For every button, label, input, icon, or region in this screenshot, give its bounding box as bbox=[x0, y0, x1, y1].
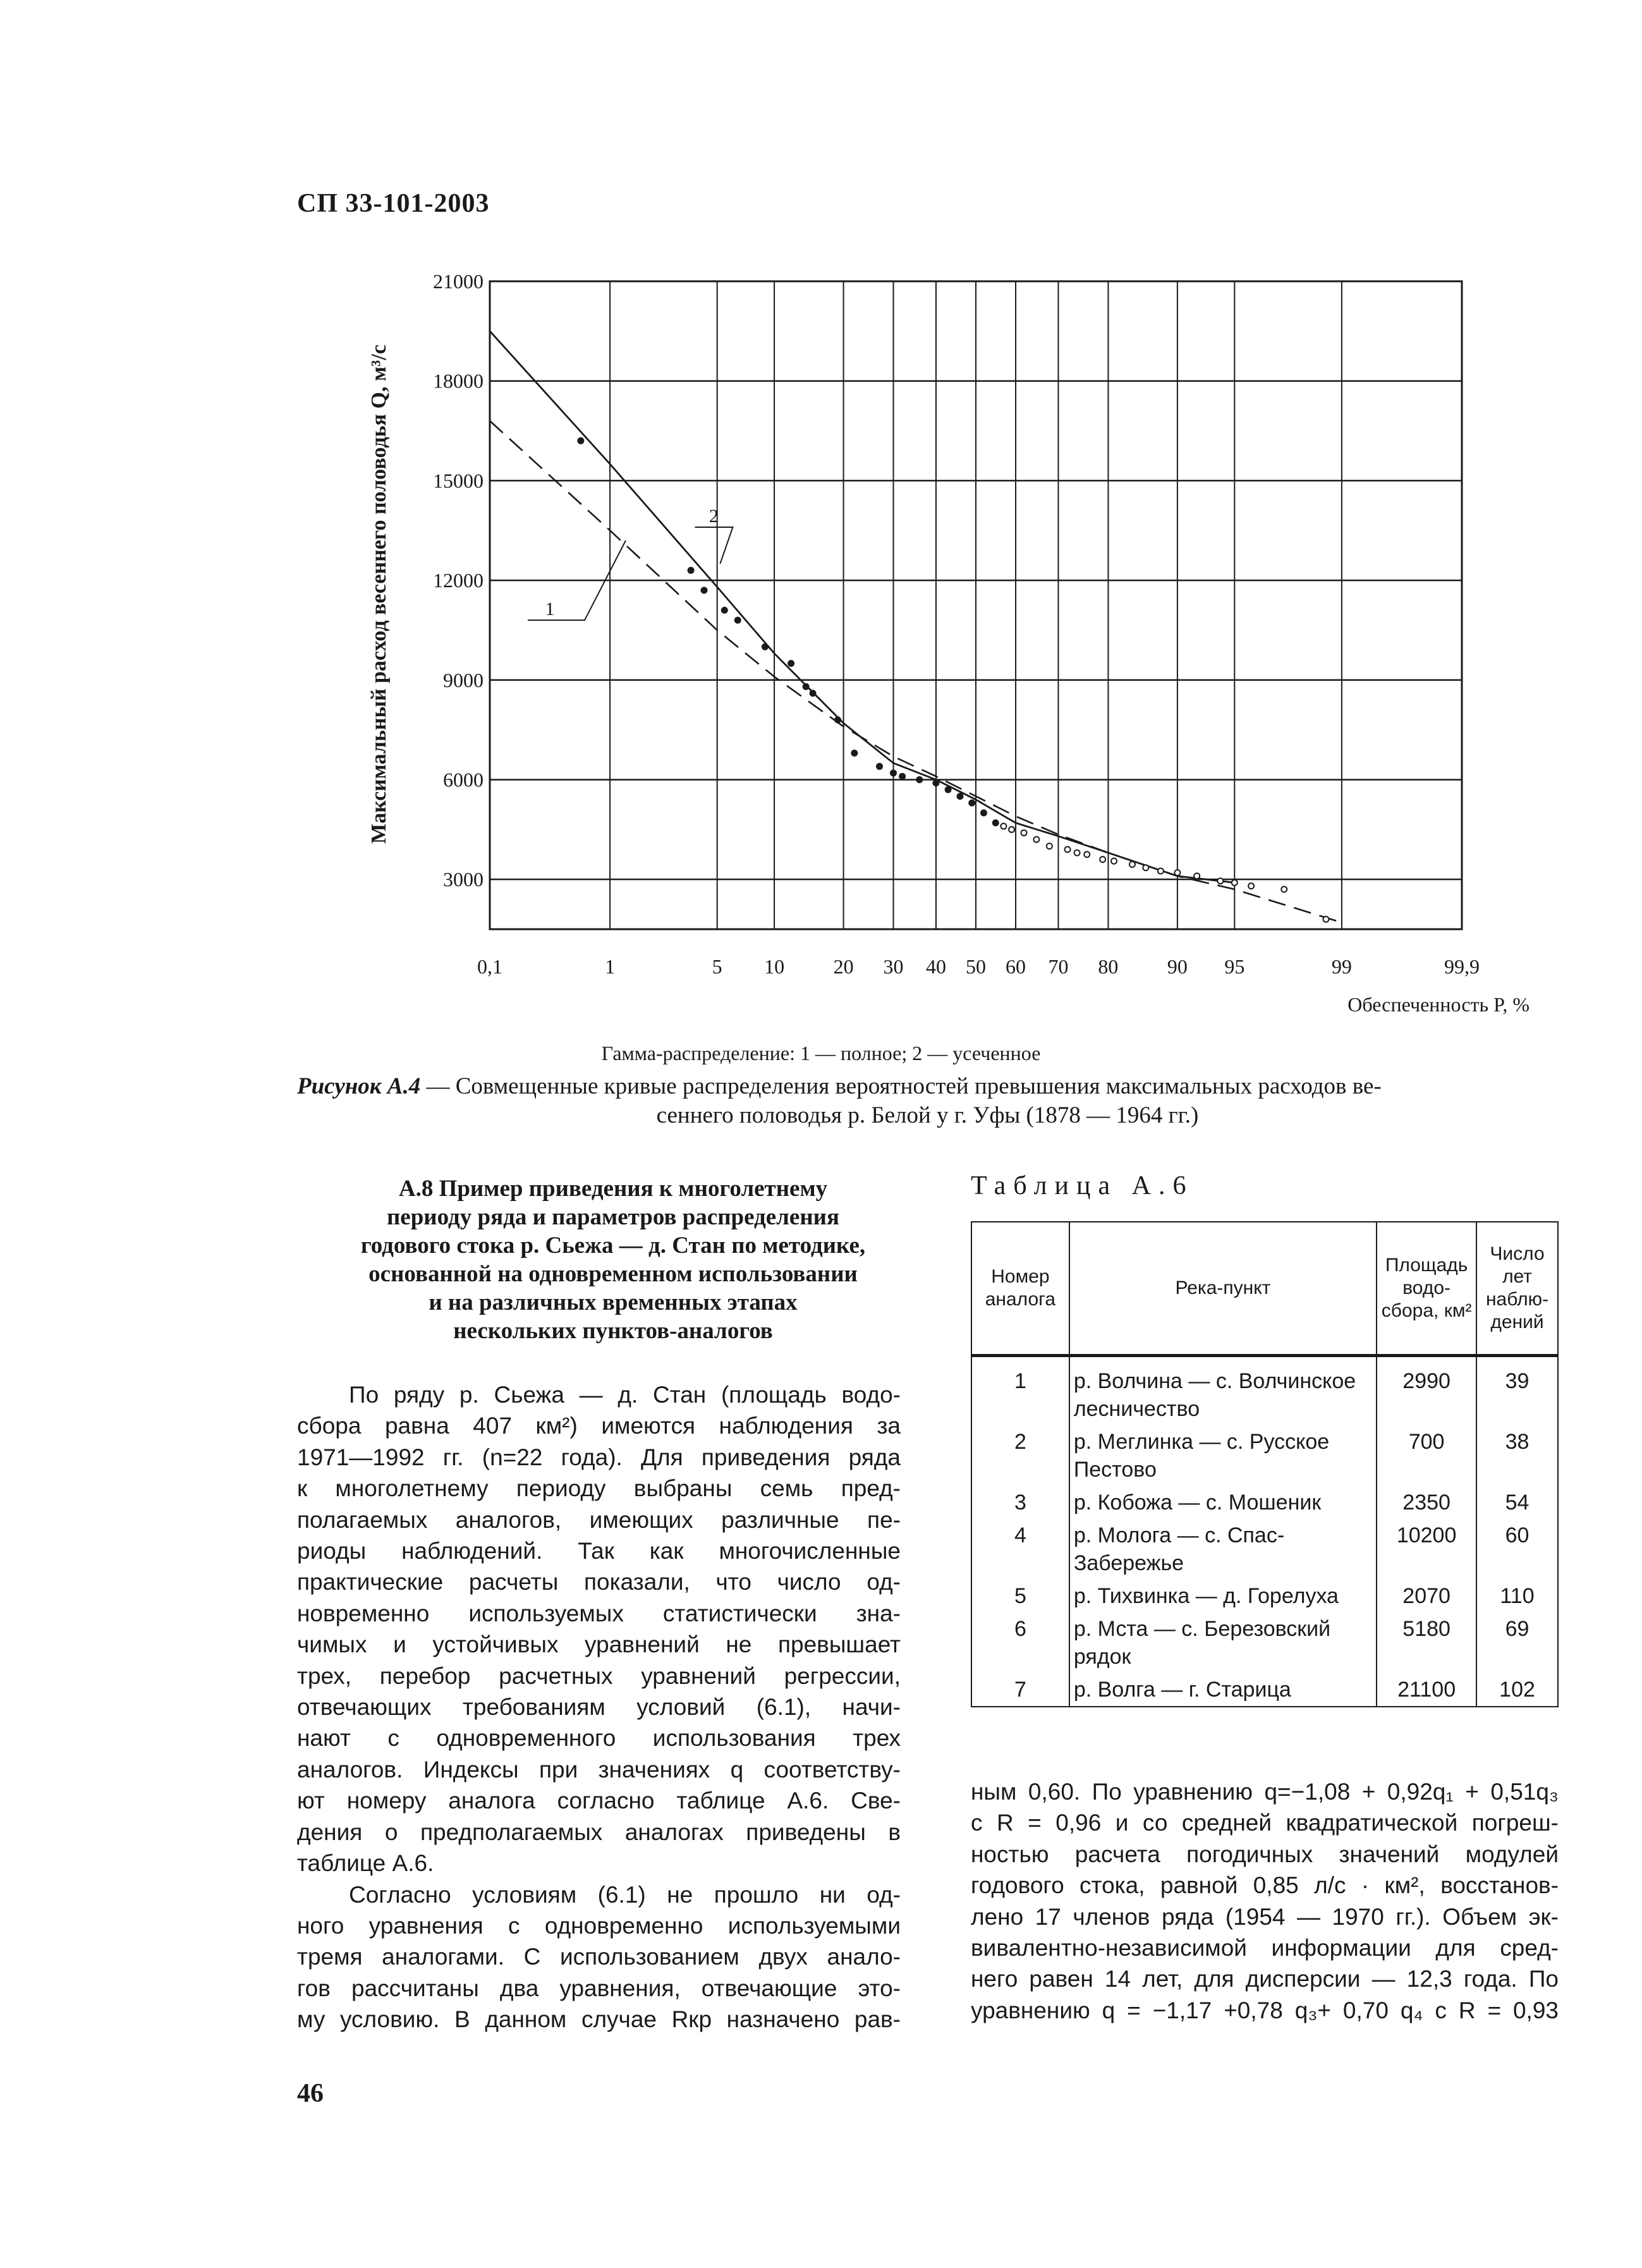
heading-line: периоду ряда и параметров распределения bbox=[386, 1204, 839, 1230]
col-header-years: Число лет наблю-дений bbox=[1476, 1222, 1558, 1356]
page-number: 46 bbox=[297, 2079, 324, 2108]
cell-river: р. Кобожа — с. Мошеник bbox=[1069, 1486, 1377, 1519]
cell-area: 5180 bbox=[1377, 1613, 1476, 1673]
table-body bbox=[971, 1356, 1558, 1707]
observed-point bbox=[722, 607, 727, 613]
cell-years: 102 bbox=[1476, 1673, 1558, 1707]
observed-point bbox=[1047, 843, 1052, 849]
curve-label-1: 1 bbox=[545, 599, 555, 620]
series-curve-1 bbox=[490, 421, 1342, 923]
cell-number: 2 bbox=[971, 1425, 1069, 1486]
text-line: му условию. В данном случае Rкр назначено рав- bbox=[297, 2006, 901, 2033]
text-line: к многолетнему периоду выбраны семь пред- bbox=[297, 1475, 901, 1502]
text-line: новременно используемых статистически зна- bbox=[297, 1600, 901, 1626]
observed-point bbox=[1129, 862, 1135, 867]
observed-point bbox=[933, 780, 939, 786]
y-tick-label: 15000 bbox=[433, 469, 483, 492]
text-line: аналогов. Индексы при значениях q соответству- bbox=[297, 1756, 901, 1783]
observed-point bbox=[810, 690, 816, 696]
observed-point bbox=[1074, 850, 1080, 856]
left-column-text bbox=[297, 1379, 901, 2035]
table-row bbox=[971, 1613, 1558, 1673]
heading-line: нескольких пунктов-аналогов bbox=[453, 1318, 773, 1344]
x-tick-label: 90 bbox=[1167, 955, 1188, 978]
table-row bbox=[971, 1580, 1558, 1613]
observed-point bbox=[1323, 917, 1329, 922]
observed-point bbox=[1021, 830, 1027, 836]
text-line: с R = 0,96 и со средней квадратической погреш- bbox=[971, 1810, 1559, 1836]
x-tick-label: 95 bbox=[1224, 955, 1245, 978]
cell-river: р. Меглинка — с. Русское Пестово bbox=[1069, 1425, 1377, 1486]
y-tick-label: 6000 bbox=[443, 768, 483, 791]
observed-point bbox=[788, 661, 794, 666]
text-line: По ряду р. Сьежа — д. Стан (площадь водо- bbox=[349, 1382, 901, 1408]
text-line: отвечающих требованиям условий (6.1), начи- bbox=[297, 1694, 901, 1721]
curve-label-2: 2 bbox=[708, 505, 719, 527]
observed-point bbox=[1000, 824, 1006, 829]
heading-line: годового стока р. Сьежа — д. Стан по методике, bbox=[360, 1233, 866, 1259]
observed-point bbox=[702, 587, 707, 593]
observed-point bbox=[1158, 869, 1164, 874]
cell-years: 54 bbox=[1476, 1486, 1558, 1519]
col-header-area: Площадь водо-сбора, км² bbox=[1377, 1222, 1476, 1356]
observed-point bbox=[969, 800, 975, 806]
text-line: 1971—1992 гг. (n=22 года). Для приведения ряда bbox=[297, 1444, 901, 1470]
table-header-row bbox=[971, 1222, 1558, 1356]
table-row bbox=[971, 1673, 1558, 1707]
caption-label: Рисунок А.4 bbox=[297, 1073, 421, 1099]
chart-curves bbox=[490, 331, 1342, 923]
cell-river: р. Молога — с. Спас-Забережье bbox=[1069, 1519, 1377, 1580]
cell-years: 69 bbox=[1476, 1613, 1558, 1673]
x-tick-label: 0,1 bbox=[477, 955, 502, 978]
observed-point bbox=[578, 438, 583, 444]
chart-grid bbox=[490, 281, 1462, 929]
cell-area: 2070 bbox=[1377, 1580, 1476, 1613]
col-header-number: Номер аналога bbox=[971, 1222, 1069, 1356]
section-heading bbox=[297, 1174, 929, 1345]
text-line: лено 17 членов ряда (1954 — 1970 гг.). Объем эк- bbox=[971, 1903, 1559, 1930]
observed-point bbox=[1281, 886, 1287, 892]
x-tick-label: 50 bbox=[966, 955, 986, 978]
series-curve-2 bbox=[490, 331, 1234, 883]
text-line: годового стока, равной 0,85 л/с · км², восстанов- bbox=[971, 1872, 1559, 1899]
cell-number: 3 bbox=[971, 1486, 1069, 1519]
x-tick-label: 30 bbox=[883, 955, 904, 978]
text-line: Согласно условиям (6.1) не прошло ни од- bbox=[349, 1881, 901, 1908]
observed-point bbox=[958, 793, 963, 799]
caption-text-line2: сеннего половодья р. Белой у г. Уфы (1878 — 1964 гг.) bbox=[656, 1102, 1199, 1128]
observed-point bbox=[1217, 878, 1223, 884]
text-line: чимых и устойчивых уравнений не превышает bbox=[297, 1631, 901, 1658]
y-tick-label: 12000 bbox=[433, 569, 483, 592]
x-tick-label: 99,9 bbox=[1444, 955, 1480, 978]
text-line: сбора равна 407 км²) имеются наблюдения за bbox=[297, 1413, 901, 1439]
observed-point bbox=[1174, 870, 1180, 875]
curve-annotations bbox=[528, 506, 733, 620]
observed-point bbox=[1111, 858, 1117, 864]
cell-number: 6 bbox=[971, 1613, 1069, 1673]
observed-point bbox=[1100, 857, 1105, 862]
observed-point bbox=[916, 777, 922, 783]
col-header-river: Река-пункт bbox=[1069, 1222, 1377, 1356]
right-column-text bbox=[971, 1776, 1559, 2026]
cell-area: 2350 bbox=[1377, 1486, 1476, 1519]
cell-number: 7 bbox=[971, 1673, 1069, 1707]
text-line: дения о предполагаемых аналогах приведены в bbox=[297, 1819, 901, 1845]
text-line: риоды наблюдений. Так как многочисленные bbox=[297, 1538, 901, 1564]
leader-line-2 bbox=[695, 527, 733, 564]
text-line: вивалентно-независимой информации для сред- bbox=[971, 1935, 1559, 1961]
observed-point bbox=[981, 810, 987, 816]
text-line: ностью расчета погодичных значений модулей bbox=[971, 1841, 1559, 1867]
table-row bbox=[971, 1519, 1558, 1580]
cell-area: 700 bbox=[1377, 1425, 1476, 1486]
table-title: Таблица А.6 bbox=[971, 1171, 1194, 1200]
y-tick-label: 3000 bbox=[443, 868, 483, 891]
table-row bbox=[971, 1486, 1558, 1519]
text-line: гов рассчитаны два уравнения, отвечающие это- bbox=[297, 1975, 901, 2001]
x-tick-label: 60 bbox=[1006, 955, 1026, 978]
x-tick-labels bbox=[477, 955, 1480, 978]
observed-point bbox=[877, 764, 882, 769]
observed-point bbox=[1248, 883, 1254, 889]
x-tick-label: 5 bbox=[712, 955, 722, 978]
observed-point bbox=[1232, 880, 1238, 886]
cell-years: 39 bbox=[1476, 1356, 1558, 1426]
heading-line: и на различных временных этапах bbox=[429, 1289, 798, 1315]
observed-point bbox=[803, 684, 809, 690]
observed-point bbox=[891, 770, 896, 776]
y-tick-label: 21000 bbox=[433, 270, 483, 293]
observed-point bbox=[1194, 873, 1200, 879]
observed-point bbox=[899, 774, 905, 779]
cell-river: р. Волга — г. Старица bbox=[1069, 1673, 1377, 1707]
cell-river: р. Мста — с. Березовский рядок bbox=[1069, 1613, 1377, 1673]
caption-text-line1: — Совмещенные кривые распределения вероятностей превышения максимальных расходов ве- bbox=[420, 1073, 1382, 1099]
y-tick-label: 9000 bbox=[443, 668, 483, 692]
observed-point bbox=[851, 750, 857, 756]
probability-chart bbox=[354, 265, 1529, 1030]
observed-point bbox=[688, 568, 694, 573]
cell-number: 5 bbox=[971, 1580, 1069, 1613]
text-line: практические расчеты показали, что число од- bbox=[297, 1569, 901, 1595]
observed-point bbox=[1065, 846, 1071, 852]
cell-river: р. Тихвинка — д. Горелуха bbox=[1069, 1580, 1377, 1613]
text-line: ным 0,60. По уравнению q=−1,08 + 0,92q₁ + 0,51q₃ bbox=[971, 1779, 1559, 1805]
cell-area: 2990 bbox=[1377, 1356, 1476, 1426]
x-tick-label: 1 bbox=[605, 955, 616, 978]
y-tick-label: 18000 bbox=[433, 369, 483, 393]
text-line: уравнению q = −1,17 +0,78 q₃+ 0,70 q₄ с R = 0,93 bbox=[971, 1997, 1559, 2023]
x-tick-label: 10 bbox=[764, 955, 785, 978]
text-line: ют номеру аналога согласно таблице А.6. Све- bbox=[297, 1788, 901, 1814]
text-line: тремя аналогами. С использованием двух анало- bbox=[297, 1944, 901, 1970]
cell-years: 38 bbox=[1476, 1425, 1558, 1486]
observed-point bbox=[1084, 851, 1090, 857]
cell-years: 110 bbox=[1476, 1580, 1558, 1613]
observed-point bbox=[735, 618, 741, 623]
text-line: трех, перебор расчетных уравнений регрессии, bbox=[297, 1662, 901, 1689]
x-tick-label: 80 bbox=[1098, 955, 1119, 978]
observed-point bbox=[1033, 837, 1039, 843]
text-line: полагаемых аналогов, имеющих различные пе- bbox=[297, 1506, 901, 1533]
x-tick-label: 70 bbox=[1048, 955, 1069, 978]
cell-area: 10200 bbox=[1377, 1519, 1476, 1580]
heading-line: основанной на одновременном использовании bbox=[368, 1261, 858, 1287]
x-tick-label: 40 bbox=[925, 955, 946, 978]
observed-point bbox=[1009, 827, 1014, 832]
x-axis-label: Обеспеченность P, % bbox=[1347, 993, 1529, 1016]
cell-number: 1 bbox=[971, 1356, 1069, 1426]
observed-point bbox=[1143, 865, 1148, 870]
observed-point bbox=[993, 820, 999, 826]
y-axis-label: Максимальный расход весеннего половодья Q, м³/с bbox=[367, 344, 391, 844]
table-row bbox=[971, 1425, 1558, 1486]
cell-number: 4 bbox=[971, 1519, 1069, 1580]
observed-point bbox=[762, 644, 768, 650]
figure-caption bbox=[297, 1072, 1558, 1130]
y-tick-labels bbox=[433, 270, 483, 891]
document-code: СП 33-101-2003 bbox=[297, 189, 490, 218]
heading-line: А.8 Пример приведения к многолетнему bbox=[398, 1176, 828, 1202]
observed-point bbox=[835, 717, 841, 722]
observed-point bbox=[946, 787, 951, 793]
cell-area: 21100 bbox=[1377, 1673, 1476, 1707]
text-line: таблице А.6. bbox=[297, 1850, 434, 1877]
text-line: нают с одновременного использования трех bbox=[297, 1725, 901, 1752]
text-line: него равен 14 лет, для дисперсии — 12,3 года. По bbox=[971, 1966, 1559, 1992]
x-tick-label: 20 bbox=[833, 955, 854, 978]
cell-river: р. Волчина — с. Волчинское лесничество bbox=[1069, 1356, 1377, 1426]
figure-legend: Гамма-распределение: 1 — полное; 2 — усеченное bbox=[601, 1042, 1041, 1064]
table-row bbox=[971, 1356, 1558, 1426]
x-tick-label: 99 bbox=[1331, 955, 1352, 978]
cell-years: 60 bbox=[1476, 1519, 1558, 1580]
analogs-table bbox=[971, 1221, 1559, 1707]
text-line: ного уравнения с одновременно используемыми bbox=[297, 1912, 901, 1939]
